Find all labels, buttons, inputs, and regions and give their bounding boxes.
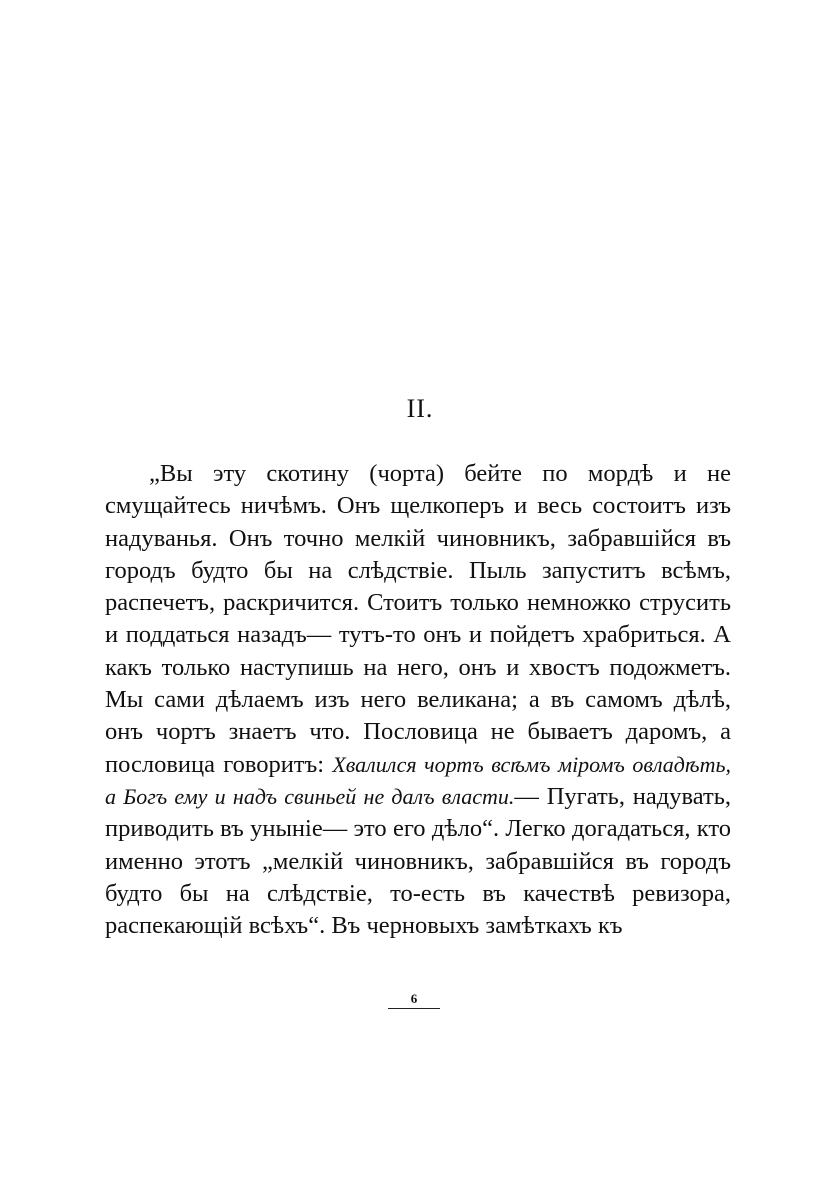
paragraph-text-before: „Вы эту скотину (чорта) бейте по мордѣ и не смущайтесь ничѣмъ. Онъ щелкоперъ и весь состоитъ изъ надуванья. Онъ точно мелкій чиновникъ, забравшійся въ городъ будто бы на слѣдствіе. Пыль запуститъ всѣмъ, распечетъ, раскричится. Стоитъ только немножко струсить и поддаться назадъ— тутъ-то онъ и пойдетъ храбриться. А какъ только наступишь на него, онъ и хвостъ подожметъ. Мы сами дѣлаемъ изъ него великана; а въ самомъ дѣлѣ, онъ чортъ знаетъ что. Пословица не бываетъ даромъ, а пословица говоритъ:	[105, 460, 731, 778]
body-paragraph	[105, 458, 731, 942]
chapter-heading: II.	[406, 394, 434, 423]
proverb-quote: Хвалился чортъ всѣмъ міромъ овладѣть, а Богъ ему и надъ свиньей не далъ власти.	[105, 751, 732, 809]
page-footer	[388, 992, 440, 1009]
page-number-rule	[388, 1008, 440, 1009]
paragraph-text-after: — Пугать, надувать, приводить въ уныніе— это его дѣло“. Легко догадаться, кто именно этотъ „мелкій чиновникъ, забравшійся въ городъ будто бы на слѣдствіе, то-есть въ качествѣ ревизора, распекающій всѣхъ“. Въ черновыхъ замѣткахъ къ	[105, 782, 732, 940]
page-number: 6	[410, 991, 418, 1006]
